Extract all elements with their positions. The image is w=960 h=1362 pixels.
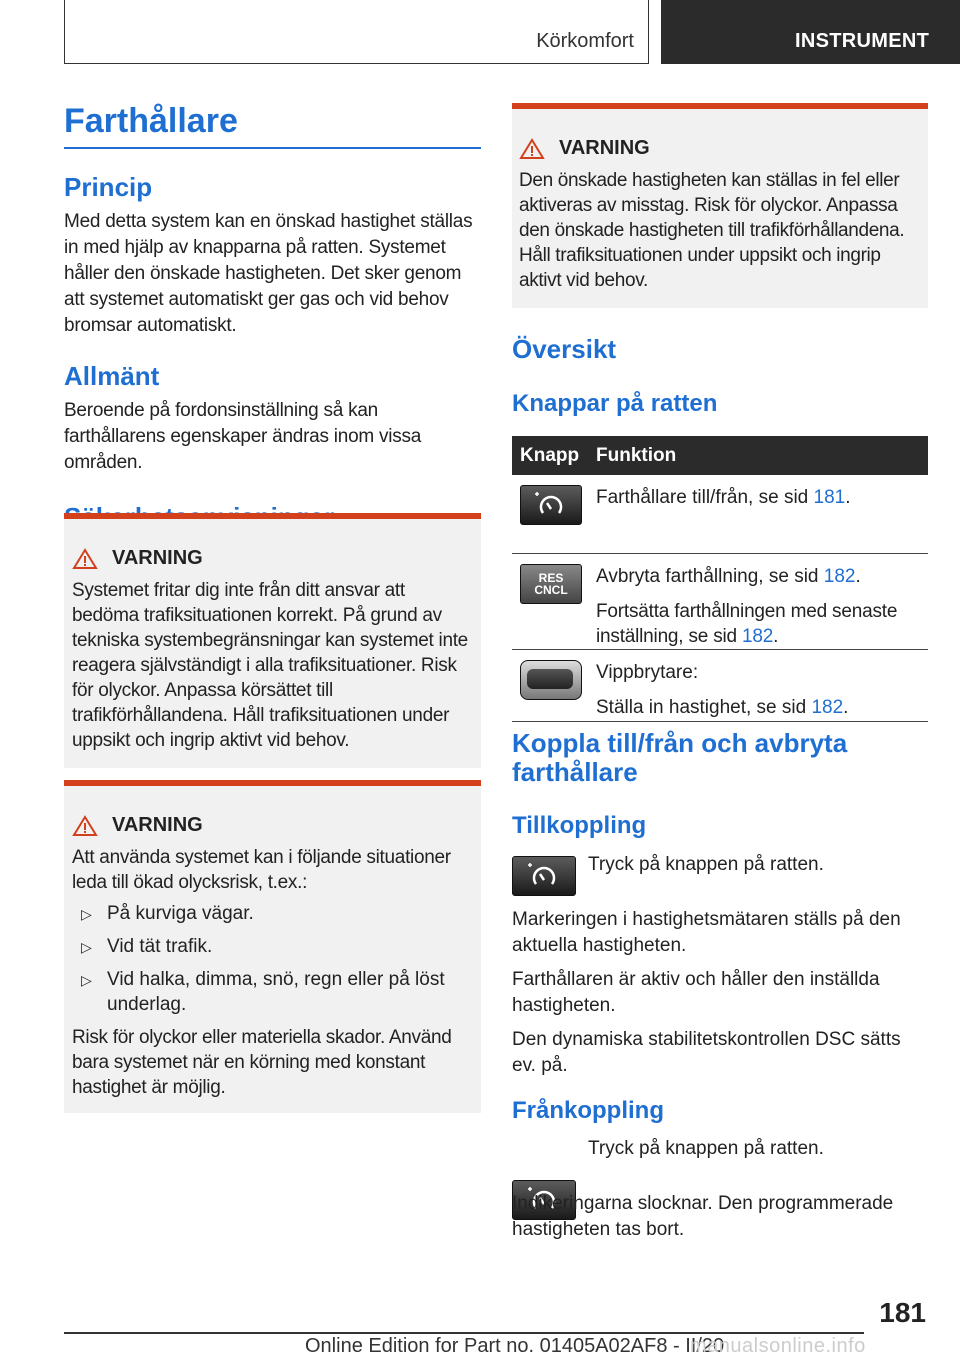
warning-triangle-icon xyxy=(72,815,98,837)
title-rule xyxy=(64,147,481,149)
table-row: RES CNCL Avbryta farthållning, se sid 182. Fortsätta farthållningen med senaste inställning, se sid 182. xyxy=(512,554,928,650)
frankoppling-text: Indikeringarna slocknar. Den programmerade hastigheten tas bort. xyxy=(512,1193,894,1240)
page-link-181[interactable]: 181 xyxy=(813,487,846,508)
footer-watermark: manualsonline.info xyxy=(690,1335,866,1357)
table-row: Farthållare till/från, se sid 181. xyxy=(512,475,928,554)
frankoppling-action: Tryck på knappen på ratten. xyxy=(588,1138,824,1159)
cruise-control-button-icon xyxy=(512,856,576,896)
warning-label: VARNING xyxy=(559,137,650,159)
page-title: Farthållare xyxy=(64,102,238,140)
column-header-knapp: Knapp xyxy=(520,444,580,466)
allmant-text: Beroende på fordonsinställning så kan farthållarens egenskaper ändras inom vissa områden. xyxy=(64,400,422,473)
warning-text: Den önskade hastigheten kan ställas in fel eller aktiveras av misstag. Risk för olyckor. Anpassa den önskade hastigheten till trafikförhållandena. Håll trafiksituationen under uppsikt och ingrip aktivt vid behov. xyxy=(519,170,905,291)
heading-oversikt: Översikt xyxy=(512,334,617,364)
column-header-funktion: Funktion xyxy=(596,444,677,466)
list-item: ▷ Vid halka, dimma, snö, regn eller på löst underlag. xyxy=(81,969,445,1015)
page-link-182[interactable]: 182 xyxy=(741,626,774,647)
page-link-182[interactable]: 182 xyxy=(823,566,856,587)
warning-label: VARNING xyxy=(112,814,203,836)
princip-text: Med detta system kan en önskad hastighet ställas in med hjälp av knapparna på ratten. Systemet håller den önskade hastigheten. Det sker genom att systemet automatiskt ger gas och vid behov bromsar automatiskt. xyxy=(64,211,473,336)
warning-label: VARNING xyxy=(112,547,203,569)
warning-box-1 xyxy=(64,513,481,768)
buttons-table xyxy=(512,436,928,722)
bullet-triangle-icon: ▷ xyxy=(81,939,92,955)
heading-frankoppling: Frånkoppling xyxy=(512,1097,664,1124)
list-item: ▷ På kurviga vägar. xyxy=(72,901,473,926)
page-link-182[interactable]: 182 xyxy=(811,697,844,718)
header-section-title: Körkomfort xyxy=(536,30,634,52)
header-chapter-tab[interactable]: INSTRUMENT xyxy=(661,0,960,64)
tillkoppling-text: Markeringen i hastighetsmätaren ställs på den aktuella hastigheten. Farthållaren är aktiv och håller den inställda hastigheten. Den dynamiska stabilitetskontrollen DSC sätts ev. på. xyxy=(512,909,901,1076)
list-item: ▷ Vid tät trafik. xyxy=(72,934,473,959)
table-row: Vippbrytare: Ställa in hastighet, se sid 182. xyxy=(512,650,928,722)
page-number: 181 xyxy=(879,1297,926,1328)
heading-knappar: Knappar på ratten xyxy=(512,390,718,417)
heading-princip: Princip xyxy=(64,172,153,202)
warning-box-2 xyxy=(64,780,481,1113)
bullet-triangle-icon: ▷ xyxy=(81,972,92,988)
table-header xyxy=(512,436,928,475)
bullet-triangle-icon: ▷ xyxy=(81,906,92,922)
left-column xyxy=(64,172,480,533)
warning-box-3 xyxy=(512,103,928,308)
warning-outro: Risk för olyckor eller materiella skador. Använd bara systemet när en körning med konstant hastighet är möjlig. xyxy=(72,1027,452,1098)
rocker-switch-icon xyxy=(520,660,582,700)
warning-triangle-icon xyxy=(519,138,545,160)
warning-text: Systemet fritar dig inte från ditt ansvar att bedöma trafiksituationen korrekt. På grund av tekniska systembegränsningar kan systemet inte reagera självständigt i alla trafiksituationer. Risk för olyckor. Anpassa körsättet till trafikförhållandena. Håll trafiksituationen under uppsikt och ingrip aktivt vid behov. xyxy=(72,580,468,751)
footer-edition: Online Edition for Part no. 01405A02AF8 - II/20 xyxy=(305,1335,725,1357)
heading-tillkoppling: Tillkoppling xyxy=(512,812,647,839)
warning-intro: Att använda systemet kan i följande situationer leda till ökad olycksrisk, t.ex.: xyxy=(72,847,451,893)
heading-allmant: Allmänt xyxy=(64,361,160,391)
cruise-control-button-icon xyxy=(520,485,582,525)
heading-koppla: Koppla till/från och avbryta farthållare xyxy=(512,728,848,787)
tillkoppling-action: Tryck på knappen på ratten. xyxy=(588,854,824,875)
footer-rule xyxy=(64,1332,864,1334)
warning-list xyxy=(72,901,473,1017)
res-cncl-button-icon: RES CNCL xyxy=(520,564,582,604)
warning-triangle-icon xyxy=(72,548,98,570)
